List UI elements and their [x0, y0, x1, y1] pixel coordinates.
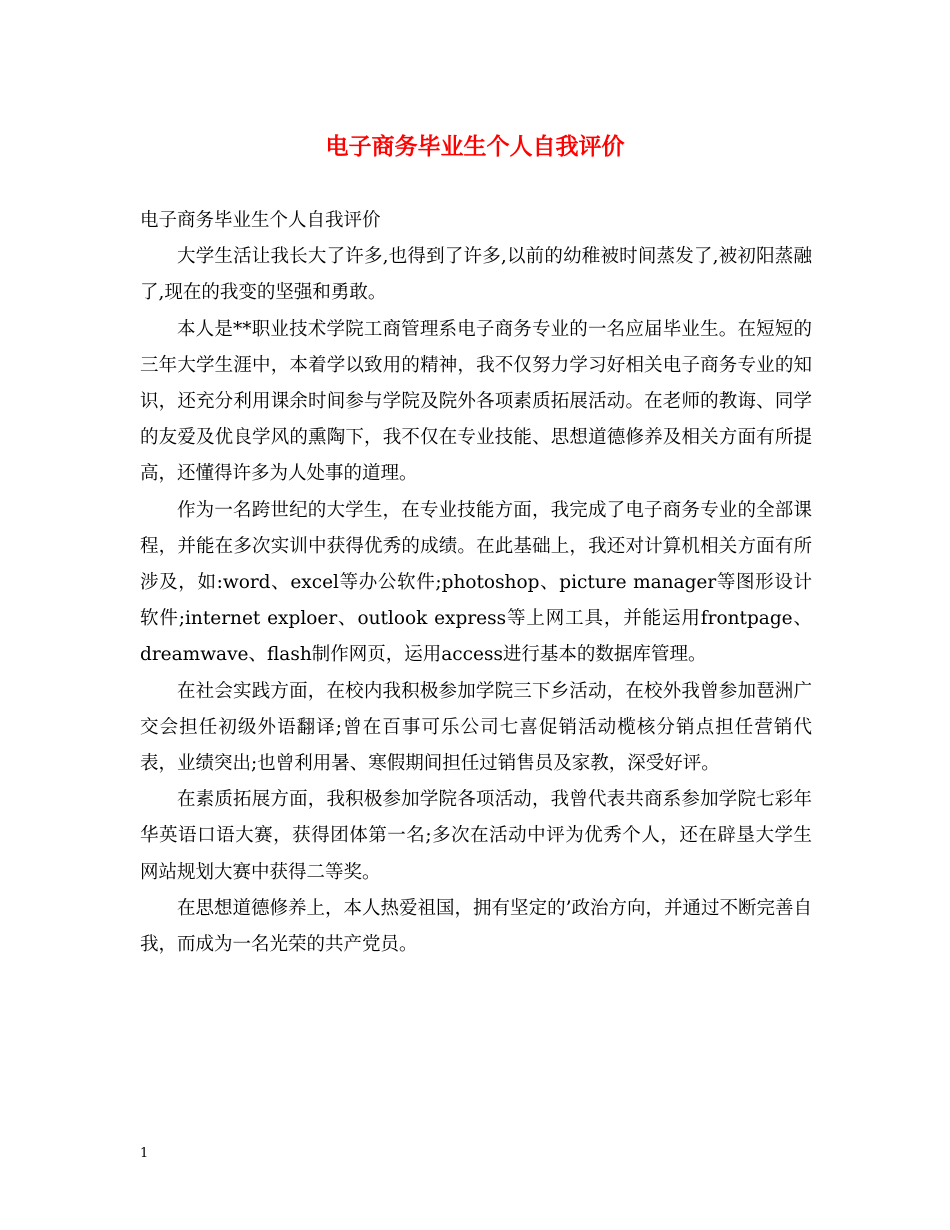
- page-number: 1: [140, 1146, 149, 1161]
- body-paragraph-skills: 作为一名跨世纪的大学生，在专业技能方面，我完成了电子商务专业的全部课程，并能在多次实训中获得优秀的成绩。在此基础上，我还对计算机相关方面有所涉及，如:word、excel等办公软件;photoshop、picture manager等图形设计软件;internet exploer、outlook express等上网工具，并能运用frontpage、dreamwave、flash制作网页，运用access进行基本的数据库管理。: [140, 499, 812, 666]
- subtitle-paragraph: 电子商务毕业生个人自我评价: [140, 210, 381, 231]
- body-paragraph-morality: 在思想道德修养上，本人热爱祖国，拥有坚定的’政治方向，并通过不断完善自我，而成为一名光荣的共产党员。: [140, 897, 812, 956]
- document-title: 电子商务毕业生个人自我评价: [325, 133, 625, 160]
- body-paragraph-practice: 在社会实践方面，在校内我积极参加学院三下乡活动，在校外我曾参加琶洲广交会担任初级外语翻译;曾在百事可乐公司七喜促销活动榄核分销点担任营销代表，业绩突出;也曾利用暑、寒假期间担任过销售员及家教，深受好评。: [140, 680, 812, 775]
- body-paragraph-background: 本人是**职业技术学院工商管理系电子商务专业的一名应届毕业生。在短短的三年大学生涯中，本着学以致用的精神，我不仅努力学习好相关电子商务专业的知识，还充分利用课余时间参与学院及院外各项素质拓展活动。在老师的教诲、同学的友爱及优良学风的熏陶下，我不仅在专业技能、思想道德修养及相关方面有所提高，还懂得许多为人处事的道理。: [140, 318, 812, 485]
- document-body: [140, 203, 812, 963]
- body-paragraph-intro: 大学生活让我长大了许多,也得到了许多,以前的幼稚被时间蒸发了,被初阳蒸融了,现在的我变的坚强和勇敢。: [140, 246, 812, 304]
- body-paragraph-activities: 在素质拓展方面，我积极参加学院各项活动，我曾代表共商系参加学院七彩年华英语口语大赛，获得团体第一名;多次在活动中评为优秀个人，还在辟垦大学生网站规划大赛中获得二等奖。: [140, 789, 812, 883]
